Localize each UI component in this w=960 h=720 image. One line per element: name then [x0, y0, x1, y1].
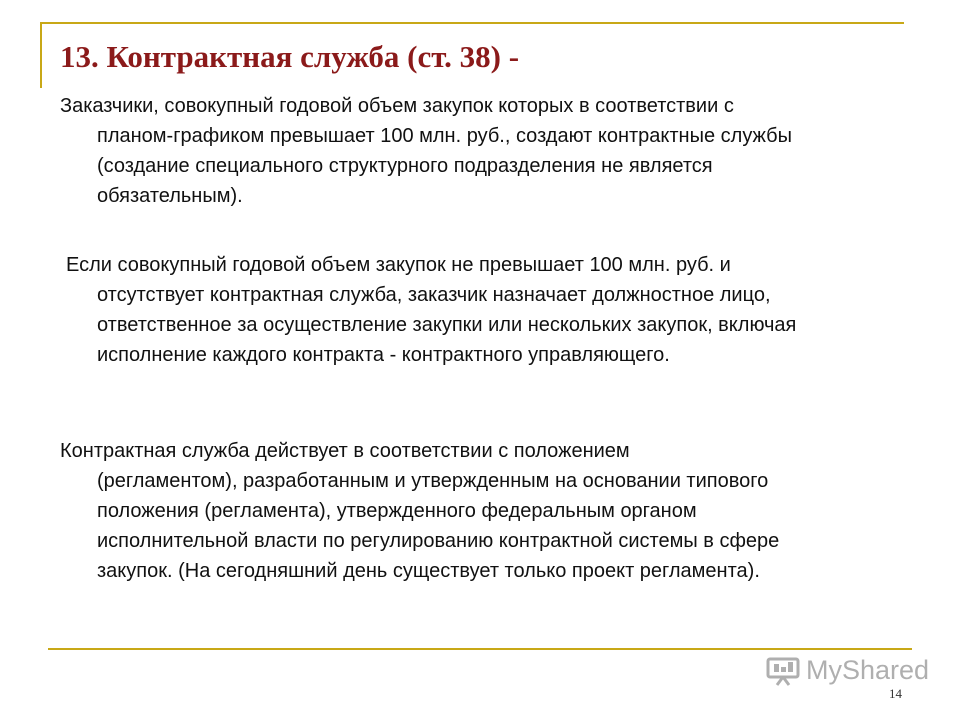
paragraph-3-first-line: Контрактная служба действует в соответствии с положением [60, 440, 630, 462]
paragraph-2-rest: отсутствует контрактная служба, заказчик назначает должностное лицо, ответственное за осуществление закупки или нескольких закупок, включая исполнение каждого контракта - контрактного управляющего. [97, 284, 797, 366]
paragraph-2-first-line: Если совокупный годовой объем закупок не превышает 100 млн. руб. и [66, 254, 731, 276]
title-accent-rule [40, 22, 42, 88]
paragraph-1 [60, 91, 850, 211]
slide-title: 13. Контрактная служба (ст. 38) - [60, 39, 520, 74]
paragraph-1-rest: планом-графиком превышает 100 млн. руб., создают контрактные службы (создание специального структурного подразделения не является обязательным). [97, 125, 792, 207]
paragraph-1-first-line: Заказчики, совокупный годовой объем закупок которых в соответствии с [60, 95, 734, 117]
page-number: 14 [889, 686, 902, 701]
paragraph-3 [60, 436, 850, 586]
paragraph-2 [66, 250, 856, 370]
watermark [766, 655, 929, 686]
watermark-text: MyShared [806, 655, 930, 685]
paragraph-3-rest: (регламентом), разработанным и утвержденным на основании типового положения (регламента), утвержденного федеральным органом исполнительной власти по регулированию контрактной системы в сфере закупок. (На сегодняшний день существует только проект регламента). [97, 470, 780, 582]
bottom-rule [48, 648, 912, 650]
top-rule [40, 22, 904, 24]
presentation-icon [766, 656, 800, 686]
